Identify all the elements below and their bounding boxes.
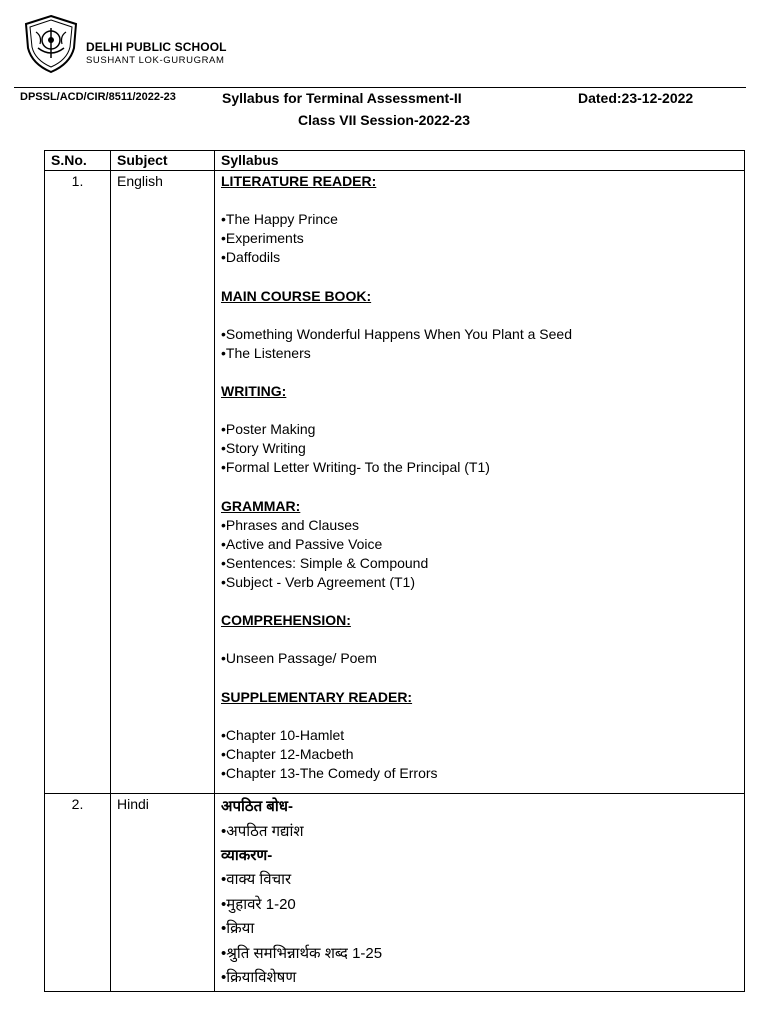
list-item: • The Listeners: [221, 344, 738, 363]
section-title: व्याकरण-: [221, 847, 273, 865]
list-item: • श्रुति समभिन्नार्थक शब्द 1-25: [221, 942, 738, 966]
list-item: • मुहावरे 1-20: [221, 893, 738, 917]
list-item: • Experiments: [221, 229, 738, 248]
list-item: • वाक्य विचार: [221, 868, 738, 892]
section-title: MAIN COURSE BOOK:: [221, 287, 372, 304]
section-title: COMPREHENSION:: [221, 612, 351, 629]
school-header: [22, 14, 322, 74]
section-title: LITERATURE READER:: [221, 173, 377, 189]
list-item: • Sentences: Simple & Compound: [221, 554, 738, 573]
syllabus-table: [44, 150, 745, 992]
list-item: • Story Writing: [221, 439, 738, 458]
section-title: GRAMMAR:: [221, 497, 301, 514]
list-item: • Formal Letter Writing- To the Principal (T1): [221, 458, 738, 477]
header-subject: Subject: [111, 151, 215, 171]
table-row: [45, 171, 745, 794]
school-logo-icon: [22, 14, 80, 74]
list-item: • Poster Making: [221, 420, 738, 439]
list-item: • Unseen Passage/ Poem: [221, 649, 738, 668]
circular-ref: DPSSL/ACD/CIR/8511/2022-23: [20, 91, 176, 103]
header-divider: [14, 87, 746, 88]
list-item: • Phrases and Clauses: [221, 516, 738, 535]
list-item: • अपठित गद्यांश: [221, 820, 738, 844]
table-row: [45, 794, 745, 991]
list-item: • Daffodils: [221, 248, 738, 267]
list-item: • The Happy Prince: [221, 210, 738, 229]
row-sno: 1.: [45, 171, 111, 794]
list-item: • क्रियाविशेषण: [221, 966, 738, 990]
school-identity: [86, 40, 227, 66]
row-subject: Hindi: [111, 794, 215, 991]
list-item: • Chapter 13-The Comedy of Errors: [221, 764, 738, 783]
list-item: • Chapter 10-Hamlet: [221, 726, 738, 745]
circular-date: Dated:23-12-2022: [578, 90, 694, 106]
list-item: • Subject - Verb Agreement (T1): [221, 573, 738, 592]
table-header-row: [45, 151, 745, 171]
section-title: WRITING:: [221, 383, 287, 400]
header-sno: S.No.: [45, 151, 111, 171]
list-item: • क्रिया: [221, 917, 738, 941]
school-location: SUSHANT LOK-GURUGRAM: [86, 55, 225, 66]
school-name: DELHI PUBLIC SCHOOL: [86, 40, 227, 54]
list-item: • Something Wonderful Happens When You Plant a Seed: [221, 325, 738, 344]
syllabus-english: [215, 171, 745, 794]
row-subject: English: [111, 171, 215, 794]
syllabus-hindi: [215, 794, 745, 991]
section-title: अपठित बोध-: [221, 798, 293, 816]
circular-subtitle: Class VII Session-2022-23: [298, 112, 470, 128]
circular-title: Syllabus for Terminal Assessment-II: [222, 90, 462, 106]
section-title: SUPPLEMENTARY READER:: [221, 688, 413, 705]
header-syllabus: Syllabus: [215, 151, 745, 171]
list-item: • Active and Passive Voice: [221, 535, 738, 554]
row-sno: 2.: [45, 794, 111, 991]
list-item: • Chapter 12-Macbeth: [221, 745, 738, 764]
